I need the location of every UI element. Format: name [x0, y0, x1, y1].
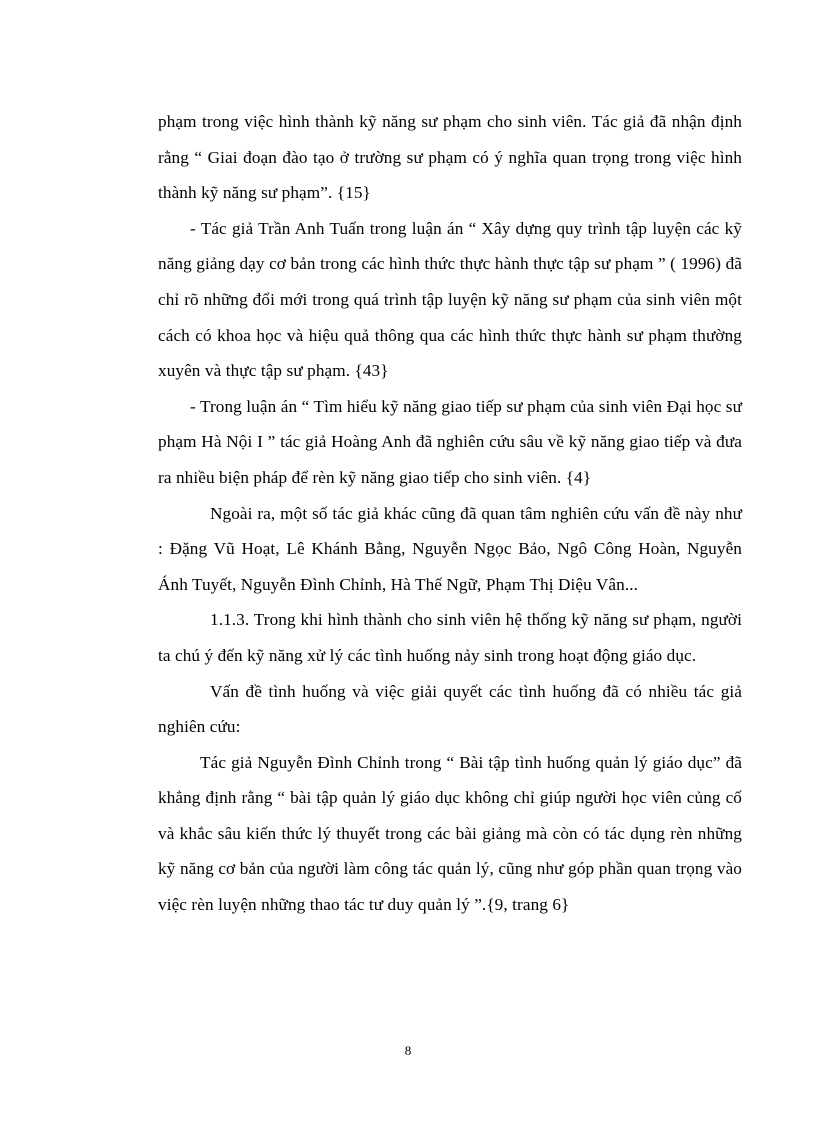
paragraph-4: Ngoài ra, một số tác giả khác cũng đã quan tâm nghiên cứu vấn đề này như : Đặng Vũ Hoạt, Lê Khánh Bằng, Nguyễn Ngọc Bảo, Ngô Công Hoàn, Nguyễn Ánh Tuyết, Nguyễn Đình Chỉnh, Hà Thế Ngữ, Phạm Thị Diệu Vân...: [158, 503, 742, 594]
page-number: 8: [404, 1043, 412, 1058]
paragraph-6: Vấn đề tình huống và việc giải quyết các tình huống đã có nhiều tác giả nghiên cứu:: [158, 681, 742, 737]
paragraph-1: phạm trong việc hình thành kỹ năng sư phạm cho sinh viên. Tác giả đã nhận định rằng “ Giai đoạn đào tạo ở trường sư phạm có ý nghĩa quan trọng trong việc hình thành kỹ năng sư phạm”. {15}: [158, 112, 742, 203]
paragraph-5: 1.1.3. Trong khi hình thành cho sinh viên hệ thống kỹ năng sư phạm, người ta chú ý đến kỹ năng xử lý các tình huống nảy sinh trong hoạt động giáo dục.: [158, 610, 742, 665]
paragraph-3: - Trong luận án “ Tìm hiểu kỹ năng giao tiếp sư phạm của sinh viên Đại học sư phạm Hà Nội I ” tác giả Hoàng Anh đã nghiên cứu sâu về kỹ năng giao tiếp và đưa ra nhiều biện pháp để rèn kỹ năng giao tiếp cho sinh viên. {4}: [158, 396, 742, 487]
paragraph-2: - Tác giả Trần Anh Tuấn trong luận án “ Xây dựng quy trình tập luyện các kỹ năng giảng dạy cơ bản trong các hình thức thực hành thực tập sư phạm ” ( 1996) đã chỉ rõ những đổi mới trong quá trình tập luyện kỹ năng sư phạm của sinh viên một cách có khoa học và hiệu quả thông qua các hình thức thực hành sư phạm thường xuyên và thực tập sư phạm. {43}: [158, 218, 742, 381]
text-column: [158, 104, 742, 923]
paragraph-7: Tác giả Nguyễn Đình Chỉnh trong “ Bài tập tình huống quản lý giáo dục” đã khẳng định rằng “ bài tập quản lý giáo dục không chỉ giúp người học viên củng cố và khắc sâu kiến thức lý thuyết trong các bài giảng mà còn có tác dụng rèn những kỹ năng cơ bản của người làm công tác quản lý, cũng như góp phần quan trọng vào việc rèn luyện những thao tác tư duy quản lý ”.{9, trang 6}: [158, 752, 742, 915]
